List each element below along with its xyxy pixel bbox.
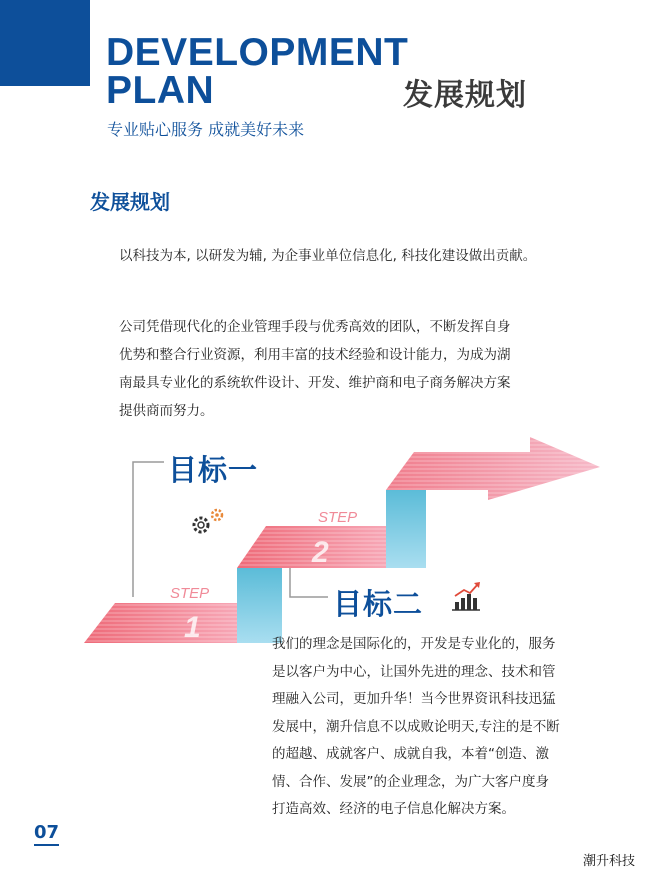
gears-icon [194,510,222,532]
goal2-paragraph-line: 打造高效、经济的电子信息化解决方案。 [272,801,515,817]
goal2-paragraph-line: 发展中，潮升信息不以成败论明天,专注的是不断 [272,718,560,735]
step1-number: 1 [184,611,201,644]
step2-number: 2 [312,536,329,569]
company-paragraph-line: 公司凭借现代化的企业管理手段与优秀高效的团队，不断发挥自身 [119,319,511,335]
step2-riser [386,490,426,568]
title-chinese: 发展规划 [403,78,527,113]
step1-step-text: STEP [170,585,210,602]
company-paragraph-line: 优势和整合行业资源，利用丰富的技术经验和设计能力，为成为湖 [119,347,511,363]
title-english-line1: DEVELOPMENT [106,31,409,74]
goal2-label: 目标二 [333,587,424,621]
goal2-paragraph-line: 的超越、成就客户、成就自我，本着“创造、激 [272,746,549,762]
goal2-paragraph-line: 情、合作、发展”的企业理念，为广大客户度身 [272,773,549,790]
intro-paragraph: 以科技为本, 以研发为辅, 为企事业单位信息化, 科技化建设做出贡献。 [119,248,537,264]
step2-step-text: STEP [318,509,358,526]
goal2-paragraph-line: 我们的理念是国际化的，开发是专业化的，服务 [272,636,556,652]
bar-chart-trend-icon [452,582,480,610]
goal1-connector-line [133,462,164,597]
company-paragraph-line: 南最具专业化的系统软件设计、开发、维护商和电子商务解决方案 [119,375,511,391]
brand-name: 潮升科技 [583,854,636,869]
goal1-label: 目标一 [168,453,259,487]
title-english-line2: PLAN [106,69,215,112]
company-paragraph-line: 提供商而努力。 [119,403,214,419]
page-number: 07 [34,822,59,846]
goal2-paragraph-line: 理融入公司，更加升华！当今世界资讯科技迅猛 [272,691,556,707]
slogan: 专业贴心服务 成就美好未来 [107,120,305,139]
section-title: 发展规划 [90,190,170,214]
goal2-paragraph-line: 是以客户为中心，让国外先进的理念、技术和管 [272,663,556,680]
goal2-paragraph [272,631,560,824]
